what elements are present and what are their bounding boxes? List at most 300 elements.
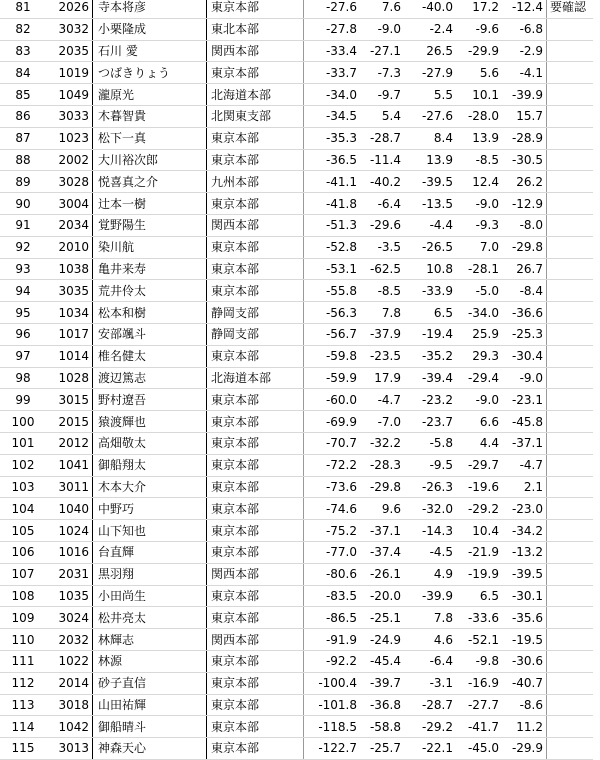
remark-cell: [547, 323, 594, 345]
table-row: [0, 0, 593, 18]
department-cell: 東京本部: [207, 607, 304, 629]
score-total-cell: -73.6: [304, 476, 361, 498]
department-cell: 東京本部: [207, 411, 304, 433]
score-total-cell: -34.5: [304, 105, 361, 127]
employee-name-cell: 染川航: [93, 236, 207, 258]
row-number-cell: 104: [0, 498, 46, 520]
score-4-cell: -30.6: [502, 650, 547, 672]
row-number-cell: 94: [0, 280, 46, 302]
row-number-cell: 89: [0, 171, 46, 193]
score-4-cell: -39.9: [502, 84, 547, 106]
score-total-cell: -100.4: [304, 672, 361, 694]
employee-name-cell: 砂子直信: [93, 672, 207, 694]
score-2-cell: -22.1: [404, 738, 456, 760]
remark-cell: [547, 127, 594, 149]
employee-name-cell: 小栗隆成: [93, 18, 207, 40]
row-number-cell: 81: [0, 0, 46, 18]
row-number-cell: 93: [0, 258, 46, 280]
score-total-cell: -59.9: [304, 367, 361, 389]
employee-name-cell: 神森天心: [93, 738, 207, 760]
score-3-cell: 10.1: [456, 84, 502, 106]
remark-cell: [547, 258, 594, 280]
employee-name-cell: 野村遼吾: [93, 389, 207, 411]
score-4-cell: -40.7: [502, 672, 547, 694]
row-number-cell: 87: [0, 127, 46, 149]
employee-name-cell: 林源: [93, 650, 207, 672]
score-1-cell: -32.2: [360, 432, 404, 454]
table-row: [0, 585, 593, 607]
remark-cell: [547, 389, 594, 411]
score-2-cell: -39.9: [404, 585, 456, 607]
score-2-cell: 4.9: [404, 563, 456, 585]
remark-cell: [547, 62, 594, 84]
score-1-cell: -4.7: [360, 389, 404, 411]
table-row: [0, 738, 593, 760]
employee-id-cell: 1040: [46, 498, 93, 520]
table-row: [0, 323, 593, 345]
score-total-cell: -74.6: [304, 498, 361, 520]
table-row: [0, 432, 593, 454]
score-3-cell: -19.6: [456, 476, 502, 498]
score-3-cell: 6.5: [456, 585, 502, 607]
remark-cell: [547, 411, 594, 433]
score-3-cell: 12.4: [456, 171, 502, 193]
employee-name-cell: 覚野陽生: [93, 214, 207, 236]
score-2-cell: 6.5: [404, 302, 456, 324]
employee-name-cell: 瀧原光: [93, 84, 207, 106]
score-4-cell: -12.9: [502, 193, 547, 215]
employee-id-cell: 1017: [46, 323, 93, 345]
employee-id-cell: 1041: [46, 454, 93, 476]
score-2-cell: -29.2: [404, 716, 456, 738]
employee-id-cell: 3015: [46, 389, 93, 411]
employee-name-cell: つばきりょう: [93, 62, 207, 84]
department-cell: 関西本部: [207, 629, 304, 651]
score-total-cell: -72.2: [304, 454, 361, 476]
department-cell: 東京本部: [207, 62, 304, 84]
score-2-cell: -5.8: [404, 432, 456, 454]
department-cell: 東北本部: [207, 18, 304, 40]
score-total-cell: -33.4: [304, 40, 361, 62]
score-4-cell: 2.1: [502, 476, 547, 498]
score-total-cell: -92.2: [304, 650, 361, 672]
score-2-cell: -27.9: [404, 62, 456, 84]
score-1-cell: -27.1: [360, 40, 404, 62]
score-3-cell: 17.2: [456, 0, 502, 18]
score-2-cell: -2.4: [404, 18, 456, 40]
score-3-cell: -29.7: [456, 454, 502, 476]
score-1-cell: -7.3: [360, 62, 404, 84]
employee-id-cell: 2012: [46, 432, 93, 454]
score-total-cell: -69.9: [304, 411, 361, 433]
department-cell: 静岡支部: [207, 302, 304, 324]
department-cell: 東京本部: [207, 127, 304, 149]
row-number-cell: 91: [0, 214, 46, 236]
score-4-cell: -36.6: [502, 302, 547, 324]
score-2-cell: 5.5: [404, 84, 456, 106]
employee-name-cell: 松下一真: [93, 127, 207, 149]
score-total-cell: -35.3: [304, 127, 361, 149]
row-number-cell: 108: [0, 585, 46, 607]
score-1-cell: -36.8: [360, 694, 404, 716]
row-number-cell: 90: [0, 193, 46, 215]
table-row: [0, 127, 593, 149]
score-2-cell: -13.5: [404, 193, 456, 215]
department-cell: 東京本部: [207, 389, 304, 411]
employee-name-cell: 大川裕次郎: [93, 149, 207, 171]
score-total-cell: -70.7: [304, 432, 361, 454]
department-cell: 東京本部: [207, 432, 304, 454]
remark-cell: [547, 236, 594, 258]
score-1-cell: -7.0: [360, 411, 404, 433]
score-2-cell: -39.5: [404, 171, 456, 193]
row-number-cell: 113: [0, 694, 46, 716]
score-4-cell: -30.5: [502, 149, 547, 171]
score-4-cell: 15.7: [502, 105, 547, 127]
score-1-cell: -3.5: [360, 236, 404, 258]
score-total-cell: -53.1: [304, 258, 361, 280]
employee-id-cell: 3032: [46, 18, 93, 40]
row-number-cell: 105: [0, 520, 46, 542]
score-4-cell: -45.8: [502, 411, 547, 433]
score-total-cell: -83.5: [304, 585, 361, 607]
score-total-cell: -34.0: [304, 84, 361, 106]
score-total-cell: -55.8: [304, 280, 361, 302]
employee-name-cell: 小田尚生: [93, 585, 207, 607]
table-row: [0, 629, 593, 651]
score-total-cell: -36.5: [304, 149, 361, 171]
row-number-cell: 112: [0, 672, 46, 694]
row-number-cell: 83: [0, 40, 46, 62]
employee-name-cell: 中野巧: [93, 498, 207, 520]
score-total-cell: -41.1: [304, 171, 361, 193]
remark-cell: [547, 585, 594, 607]
table-row: [0, 62, 593, 84]
score-4-cell: -12.4: [502, 0, 547, 18]
score-1-cell: -39.7: [360, 672, 404, 694]
employee-id-cell: 3018: [46, 694, 93, 716]
score-2-cell: 4.6: [404, 629, 456, 651]
score-1-cell: -37.1: [360, 520, 404, 542]
score-3-cell: -19.9: [456, 563, 502, 585]
row-number-cell: 84: [0, 62, 46, 84]
table-row: [0, 214, 593, 236]
score-2-cell: -40.0: [404, 0, 456, 18]
score-1-cell: -6.4: [360, 193, 404, 215]
table-row: [0, 694, 593, 716]
score-2-cell: 13.9: [404, 149, 456, 171]
score-total-cell: -52.8: [304, 236, 361, 258]
employee-name-cell: 台直輝: [93, 541, 207, 563]
department-cell: 九州本部: [207, 171, 304, 193]
score-3-cell: -41.7: [456, 716, 502, 738]
row-number-cell: 106: [0, 541, 46, 563]
department-cell: 東京本部: [207, 520, 304, 542]
row-number-cell: 92: [0, 236, 46, 258]
score-2-cell: -39.4: [404, 367, 456, 389]
remark-cell: [547, 367, 594, 389]
table-row: [0, 280, 593, 302]
row-number-cell: 100: [0, 411, 46, 433]
score-total-cell: -75.2: [304, 520, 361, 542]
score-3-cell: 6.6: [456, 411, 502, 433]
score-total-cell: -59.8: [304, 345, 361, 367]
table-row: [0, 236, 593, 258]
table-row: [0, 650, 593, 672]
score-3-cell: -29.9: [456, 40, 502, 62]
remark-cell: [547, 171, 594, 193]
score-4-cell: 26.7: [502, 258, 547, 280]
score-total-cell: -51.3: [304, 214, 361, 236]
score-3-cell: -5.0: [456, 280, 502, 302]
department-cell: 東京本部: [207, 345, 304, 367]
table-row: [0, 520, 593, 542]
table-row: [0, 149, 593, 171]
table-row: [0, 258, 593, 280]
score-1-cell: -62.5: [360, 258, 404, 280]
score-3-cell: -34.0: [456, 302, 502, 324]
department-cell: 北海道本部: [207, 367, 304, 389]
score-3-cell: -29.2: [456, 498, 502, 520]
score-4-cell: -37.1: [502, 432, 547, 454]
score-2-cell: -4.4: [404, 214, 456, 236]
score-3-cell: -33.6: [456, 607, 502, 629]
score-total-cell: -101.8: [304, 694, 361, 716]
score-1-cell: 7.8: [360, 302, 404, 324]
score-1-cell: 9.6: [360, 498, 404, 520]
employee-name-cell: 椎名健太: [93, 345, 207, 367]
score-4-cell: -4.7: [502, 454, 547, 476]
score-total-cell: -77.0: [304, 541, 361, 563]
score-2-cell: 26.5: [404, 40, 456, 62]
department-cell: 東京本部: [207, 694, 304, 716]
score-2-cell: -33.9: [404, 280, 456, 302]
score-4-cell: -8.0: [502, 214, 547, 236]
score-total-cell: -41.8: [304, 193, 361, 215]
score-4-cell: -13.2: [502, 541, 547, 563]
score-2-cell: -26.3: [404, 476, 456, 498]
row-number-cell: 95: [0, 302, 46, 324]
employee-id-cell: 1023: [46, 127, 93, 149]
employee-id-cell: 1014: [46, 345, 93, 367]
row-number-cell: 99: [0, 389, 46, 411]
score-4-cell: -30.4: [502, 345, 547, 367]
score-2-cell: -4.5: [404, 541, 456, 563]
employee-name-cell: 安部颯斗: [93, 323, 207, 345]
score-4-cell: -23.1: [502, 389, 547, 411]
department-cell: 関西本部: [207, 40, 304, 62]
score-2-cell: -35.2: [404, 345, 456, 367]
table-row: [0, 716, 593, 738]
remark-cell: [547, 432, 594, 454]
employee-id-cell: 1042: [46, 716, 93, 738]
score-2-cell: -32.0: [404, 498, 456, 520]
score-total-cell: -56.7: [304, 323, 361, 345]
department-cell: 東京本部: [207, 716, 304, 738]
remark-cell: [547, 345, 594, 367]
remark-cell: [547, 520, 594, 542]
table-row: [0, 454, 593, 476]
score-4-cell: -30.1: [502, 585, 547, 607]
remark-cell: [547, 498, 594, 520]
score-3-cell: -16.9: [456, 672, 502, 694]
table-row: [0, 367, 593, 389]
row-number-cell: 85: [0, 84, 46, 106]
score-2-cell: -3.1: [404, 672, 456, 694]
row-number-cell: 101: [0, 432, 46, 454]
score-3-cell: -8.5: [456, 149, 502, 171]
department-cell: 北関東支部: [207, 105, 304, 127]
row-number-cell: 86: [0, 105, 46, 127]
score-2-cell: -9.5: [404, 454, 456, 476]
employee-id-cell: 2010: [46, 236, 93, 258]
remark-cell: [547, 280, 594, 302]
employee-name-cell: 黒羽翔: [93, 563, 207, 585]
score-1-cell: -20.0: [360, 585, 404, 607]
department-cell: 東京本部: [207, 258, 304, 280]
score-1-cell: -9.7: [360, 84, 404, 106]
score-3-cell: 10.4: [456, 520, 502, 542]
department-cell: 静岡支部: [207, 323, 304, 345]
table-row: [0, 171, 593, 193]
remark-cell: [547, 193, 594, 215]
score-4-cell: -25.3: [502, 323, 547, 345]
score-4-cell: -39.5: [502, 563, 547, 585]
score-4-cell: -8.6: [502, 694, 547, 716]
employee-id-cell: 1034: [46, 302, 93, 324]
score-4-cell: -8.4: [502, 280, 547, 302]
score-4-cell: -23.0: [502, 498, 547, 520]
employee-name-cell: 松本和樹: [93, 302, 207, 324]
score-2-cell: -14.3: [404, 520, 456, 542]
remark-cell: [547, 607, 594, 629]
employee-name-cell: 渡辺篤志: [93, 367, 207, 389]
row-number-cell: 102: [0, 454, 46, 476]
score-3-cell: -9.8: [456, 650, 502, 672]
score-2-cell: -28.7: [404, 694, 456, 716]
table-row: [0, 389, 593, 411]
score-total-cell: -27.6: [304, 0, 361, 18]
score-3-cell: 7.0: [456, 236, 502, 258]
score-1-cell: -29.6: [360, 214, 404, 236]
employee-id-cell: 1022: [46, 650, 93, 672]
employee-name-cell: 石川 愛: [93, 40, 207, 62]
department-cell: 東京本部: [207, 738, 304, 760]
score-3-cell: 29.3: [456, 345, 502, 367]
score-3-cell: 5.6: [456, 62, 502, 84]
score-3-cell: -45.0: [456, 738, 502, 760]
remark-cell: [547, 650, 594, 672]
row-number-cell: 96: [0, 323, 46, 345]
employee-id-cell: 2031: [46, 563, 93, 585]
remark-cell: [547, 84, 594, 106]
score-1-cell: -45.4: [360, 650, 404, 672]
score-1-cell: -23.5: [360, 345, 404, 367]
department-cell: 東京本部: [207, 0, 304, 18]
table-row: [0, 411, 593, 433]
score-2-cell: -19.4: [404, 323, 456, 345]
score-3-cell: -9.0: [456, 193, 502, 215]
score-3-cell: 25.9: [456, 323, 502, 345]
score-total-cell: -33.7: [304, 62, 361, 84]
score-3-cell: -27.7: [456, 694, 502, 716]
row-number-cell: 97: [0, 345, 46, 367]
score-total-cell: -122.7: [304, 738, 361, 760]
remark-cell: [547, 716, 594, 738]
department-cell: 東京本部: [207, 280, 304, 302]
score-4-cell: -34.2: [502, 520, 547, 542]
remark-cell: [547, 672, 594, 694]
score-1-cell: -40.2: [360, 171, 404, 193]
employee-name-cell: 山下知也: [93, 520, 207, 542]
row-number-cell: 110: [0, 629, 46, 651]
employee-name-cell: 高畑敬太: [93, 432, 207, 454]
score-4-cell: -29.8: [502, 236, 547, 258]
remark-cell: [547, 563, 594, 585]
table-row: [0, 345, 593, 367]
employee-id-cell: 2032: [46, 629, 93, 651]
department-cell: 東京本部: [207, 149, 304, 171]
score-4-cell: -29.9: [502, 738, 547, 760]
table-row: [0, 84, 593, 106]
score-1-cell: 7.6: [360, 0, 404, 18]
department-cell: 東京本部: [207, 541, 304, 563]
table-row: [0, 476, 593, 498]
row-number-cell: 82: [0, 18, 46, 40]
table-row: [0, 607, 593, 629]
score-4-cell: -28.9: [502, 127, 547, 149]
employee-name-cell: 亀井来寿: [93, 258, 207, 280]
score-3-cell: -29.4: [456, 367, 502, 389]
row-number-cell: 98: [0, 367, 46, 389]
score-1-cell: -25.7: [360, 738, 404, 760]
score-2-cell: -26.5: [404, 236, 456, 258]
row-number-cell: 114: [0, 716, 46, 738]
employee-id-cell: 2015: [46, 411, 93, 433]
score-total-cell: -56.3: [304, 302, 361, 324]
score-1-cell: -58.8: [360, 716, 404, 738]
employee-name-cell: 荒井伶太: [93, 280, 207, 302]
score-2-cell: -6.4: [404, 650, 456, 672]
table-row: [0, 105, 593, 127]
score-3-cell: -52.1: [456, 629, 502, 651]
department-cell: 関西本部: [207, 214, 304, 236]
score-1-cell: -9.0: [360, 18, 404, 40]
remark-cell: [547, 302, 594, 324]
employee-id-cell: 3004: [46, 193, 93, 215]
score-3-cell: -9.6: [456, 18, 502, 40]
employee-id-cell: 1028: [46, 367, 93, 389]
department-cell: 北海道本部: [207, 84, 304, 106]
score-2-cell: -23.7: [404, 411, 456, 433]
department-cell: 東京本部: [207, 236, 304, 258]
employee-name-cell: 木本大介: [93, 476, 207, 498]
department-cell: 東京本部: [207, 454, 304, 476]
score-4-cell: -9.0: [502, 367, 547, 389]
department-cell: 東京本部: [207, 498, 304, 520]
department-cell: 東京本部: [207, 585, 304, 607]
remark-cell: [547, 40, 594, 62]
score-3-cell: 4.4: [456, 432, 502, 454]
score-1-cell: -24.9: [360, 629, 404, 651]
table-row: [0, 498, 593, 520]
score-4-cell: -2.9: [502, 40, 547, 62]
employee-id-cell: 1019: [46, 62, 93, 84]
remark-cell: [547, 105, 594, 127]
employee-id-cell: 3013: [46, 738, 93, 760]
row-number-cell: 88: [0, 149, 46, 171]
table-row: [0, 563, 593, 585]
